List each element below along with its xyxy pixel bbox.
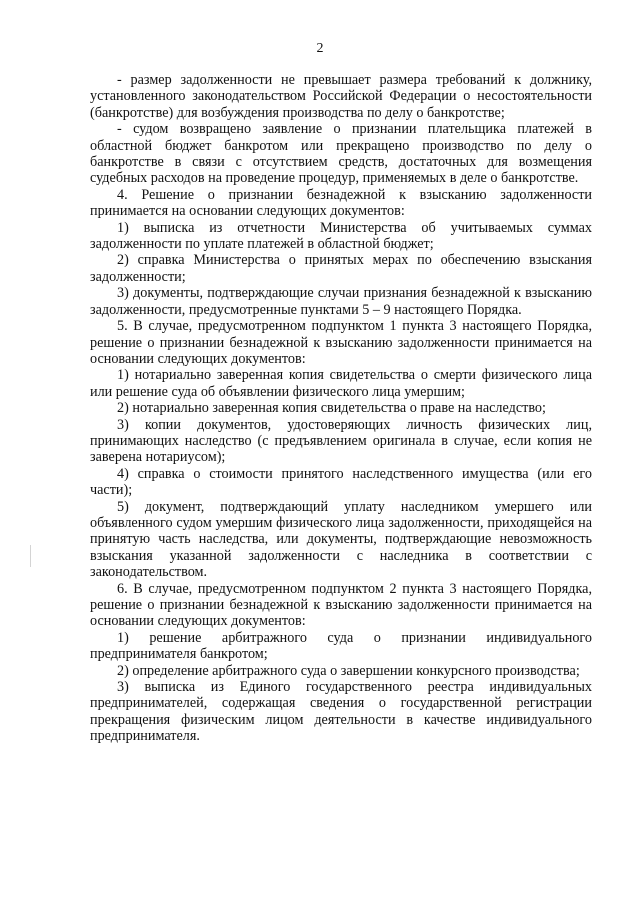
paragraph-5-item-2: 2) нотариально заверенная копия свидетельства о праве на наследство; [117, 400, 546, 417]
paragraph-5-item-3: 3) копии документов, удостоверяющих личность физических лиц, принимающих наследство (с предъявлением оригинала в случае, если копия не заверена нотариусом); [90, 416, 592, 466]
paragraph-section-4: 4. Решение о признании безнадежной к взысканию задолженности принимается на основании следующих документов: [90, 186, 592, 220]
paragraph-6-item-2: 2) определение арбитражного суда о завершении конкурсного производства; [117, 662, 580, 679]
paragraph-section-6: 6. В случае, предусмотренном подпунктом 2 пункта 3 настоящего Порядка, решение о признании безнадежной к взысканию задолженности принимается на основании следующих документов: [90, 580, 592, 630]
document-body [90, 72, 592, 745]
paragraph-5-item-4: 4) справка о стоимости принятого наследственного имущества (или его части); [90, 465, 592, 499]
paragraph-4-item-2: 2) справка Министерства о принятых мерах по обеспечению взыскания задолженности; [90, 252, 592, 285]
paragraph-4-item-1: 1) выписка из отчетности Министерства об учитываемых суммах задолженности по уплате платежей в областной бюджет; [90, 219, 592, 253]
paragraph-debt-amount-condition: - размер задолженности не превышает размера требований к должнику, установленного законодательством Российской Федерации о несостоятельности (банкротстве) для возбуждения производства по делу о банкротстве; [90, 72, 592, 121]
paragraph-6-item-1: 1) решение арбитражного суда о признании индивидуального предпринимателя банкротом; [90, 629, 592, 663]
paragraph-section-5: 5. В случае, предусмотренном подпунктом 1 пункта 3 настоящего Порядка, решение о признании безнадежной к взысканию задолженности принимается на основании следующих документов: [90, 318, 592, 367]
scan-margin-mark [30, 545, 31, 567]
paragraph-5-item-1: 1) нотариально заверенная копия свидетельства о смерти физического лица или решение суда об объявлении физического лица умершим; [90, 367, 592, 400]
paragraph-court-returned-application: - судом возвращено заявление о признании плательщика платежей в областной бюджет банкротом или прекращено производство по делу о банкротстве в связи с отсутствием средств, достаточных для возмещения судебных расходов на проведение процедур, применяемых в деле о банкротстве. [90, 121, 592, 187]
page-number: 2 [316, 41, 324, 56]
paragraph-4-item-3: 3) документы, подтверждающие случаи признания безнадежной к взысканию задолженности, предусмотренные пунктами 5 – 9 настоящего Порядка. [90, 285, 592, 318]
paragraph-5-item-5: 5) документ, подтверждающий уплату наследником умершего или объявленного судом умершим физического лица задолженности, приходящейся на принятую часть наследства, или документы, подтверждающие невозможность взыскания указанной задолженности с наследника в соответствии с законодательством. [90, 498, 592, 581]
paragraph-6-item-3: 3) выписка из Единого государственного реестра индивидуальных предпринимателей, содержащая сведения о государственной регистрации прекращения физическим лицом деятельности в качестве индивидуального предпринимателя. [90, 679, 592, 745]
